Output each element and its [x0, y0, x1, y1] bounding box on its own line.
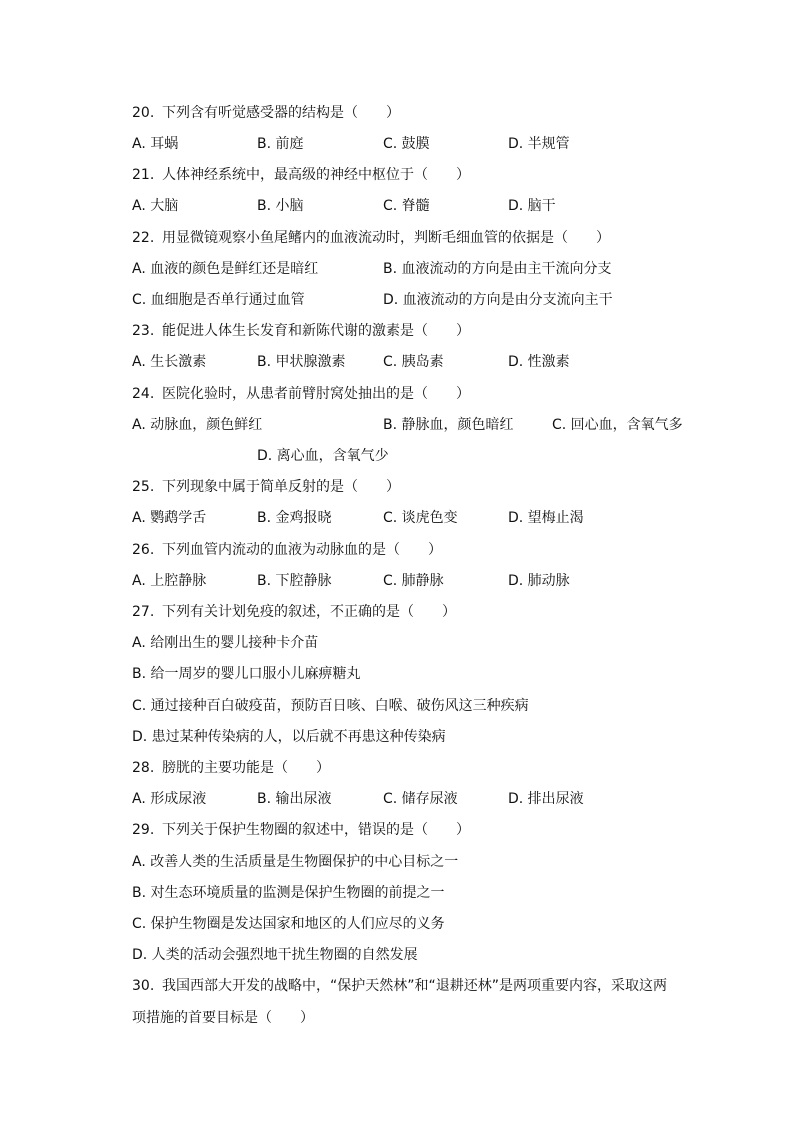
- question-text: 用显微镜观察小鱼尾鳍内的血液流动时，判断毛细血管的依据是（ ）: [162, 230, 610, 246]
- option-b[interactable]: B. 输出尿液: [257, 791, 332, 807]
- question-29-option-c[interactable]: C. 保护生物圈是发达国家和地区的人们应尽的义务: [132, 916, 445, 932]
- question-number: 26.: [132, 542, 155, 558]
- question-21-stem: [132, 165, 704, 185]
- question-number: 20.: [132, 105, 155, 121]
- option-a[interactable]: A. 耳蜗: [132, 136, 179, 152]
- option-c[interactable]: C. 回心血，含氧气多: [552, 417, 683, 433]
- option-c[interactable]: C. 鼓膜: [383, 136, 430, 152]
- question-27-option-d[interactable]: D. 患过某种传染病的人，以后就不再患这种传染病: [132, 729, 446, 745]
- question-28-stem: [132, 758, 704, 778]
- question-27-option-c[interactable]: C. 通过接种百白破疫苗，预防百日咳、白喉、破伤风这三种疾病: [132, 698, 529, 714]
- question-25-stem: [132, 477, 704, 497]
- question-text: 下列现象中属于简单反射的是（ ）: [162, 479, 400, 495]
- question-number: 24.: [132, 386, 155, 402]
- option-c[interactable]: C. 肺静脉: [383, 573, 444, 589]
- option-b[interactable]: B. 甲状腺激素: [257, 354, 346, 370]
- question-number: 25.: [132, 479, 155, 495]
- question-number: 22.: [132, 230, 155, 246]
- question-text: 下列关于保护生物圈的叙述中，错误的是（ ）: [162, 822, 470, 838]
- question-number: 23.: [132, 323, 155, 339]
- question-text: 下列血管内流动的血液为动脉血的是（ ）: [162, 542, 442, 558]
- option-d[interactable]: D. 排出尿液: [508, 791, 584, 807]
- option-a[interactable]: A. 鹦鹉学舌: [132, 510, 207, 526]
- question-text: 下列有关计划免疫的叙述，不正确的是（ ）: [162, 604, 456, 620]
- option-d[interactable]: D. 性激素: [508, 354, 570, 370]
- option-a[interactable]: A. 血液的颜色是鲜红还是暗红: [132, 261, 319, 277]
- question-number: 27.: [132, 604, 155, 620]
- option-c[interactable]: C. 脊髓: [383, 198, 430, 214]
- question-text: 膀胱的主要功能是（ ）: [162, 760, 330, 776]
- question-27-stem: [132, 602, 704, 622]
- question-number: 28.: [132, 760, 155, 776]
- option-d[interactable]: D. 血液流动的方向是由分支流向主干: [383, 292, 613, 308]
- question-29-option-a[interactable]: A. 改善人类的生活质量是生物圈保护的中心目标之一: [132, 854, 459, 870]
- question-22-stem: [132, 228, 704, 248]
- question-30-stem: [132, 976, 704, 996]
- question-29-stem: [132, 820, 704, 840]
- question-29-option-d[interactable]: D. 人类的活动会强烈地干扰生物圈的自然发展: [132, 947, 418, 963]
- question-text: 人体神经系统中，最高级的神经中枢位于（ ）: [162, 167, 470, 183]
- option-d[interactable]: D. 肺动脉: [508, 573, 570, 589]
- question-text: 能促进人体生长发育和新陈代谢的激素是（ ）: [162, 323, 470, 339]
- option-b[interactable]: B. 前庭: [257, 136, 304, 152]
- question-27-option-a[interactable]: A. 给刚出生的婴儿接种卡介苗: [132, 635, 319, 651]
- question-number: 21.: [132, 167, 155, 183]
- question-text: 我国西部大开发的战略中，“保护天然林”和“退耕还林”是两项重要内容，采取这两: [162, 978, 668, 994]
- question-number: 29.: [132, 822, 155, 838]
- option-a[interactable]: A. 上腔静脉: [132, 573, 207, 589]
- question-27-option-b[interactable]: B. 给一周岁的婴儿口服小儿麻痹糖丸: [132, 666, 361, 682]
- question-26-stem: [132, 540, 704, 560]
- option-a[interactable]: A. 形成尿液: [132, 791, 207, 807]
- option-d[interactable]: D. 望梅止渴: [508, 510, 584, 526]
- option-c[interactable]: C. 储存尿液: [383, 791, 458, 807]
- option-b[interactable]: B. 下腔静脉: [257, 573, 332, 589]
- question-text: 医院化验时，从患者前臂肘窝处抽出的是（ ）: [162, 386, 470, 402]
- question-number: 30.: [132, 978, 155, 994]
- option-a[interactable]: A. 大脑: [132, 198, 179, 214]
- option-a[interactable]: A. 生长激素: [132, 354, 207, 370]
- option-a[interactable]: A. 动脉血，颜色鲜红: [132, 417, 263, 433]
- option-c[interactable]: C. 血细胞是否单行通过血管: [132, 292, 305, 308]
- question-20-stem: [132, 103, 704, 123]
- option-b[interactable]: B. 小脑: [257, 198, 304, 214]
- option-c[interactable]: C. 谈虎色变: [383, 510, 458, 526]
- option-b[interactable]: B. 血液流动的方向是由主干流向分支: [383, 261, 612, 277]
- question-29-option-b[interactable]: B. 对生态环境质量的监测是保护生物圈的前提之一: [132, 885, 445, 901]
- option-b[interactable]: B. 静脉血，颜色暗红: [383, 417, 514, 433]
- option-b[interactable]: B. 金鸡报晓: [257, 510, 332, 526]
- question-23-stem: [132, 321, 704, 341]
- option-d[interactable]: D. 半规管: [508, 136, 570, 152]
- question-text: 下列含有听觉感受器的结构是（ ）: [162, 105, 400, 121]
- question-24-stem: [132, 384, 704, 404]
- option-d[interactable]: D. 离心血，含氧气少: [257, 448, 389, 464]
- question-30-stem-continued: 项措施的首要目标是（ ）: [132, 1010, 314, 1026]
- option-d[interactable]: D. 脑干: [508, 198, 556, 214]
- option-c[interactable]: C. 胰岛素: [383, 354, 444, 370]
